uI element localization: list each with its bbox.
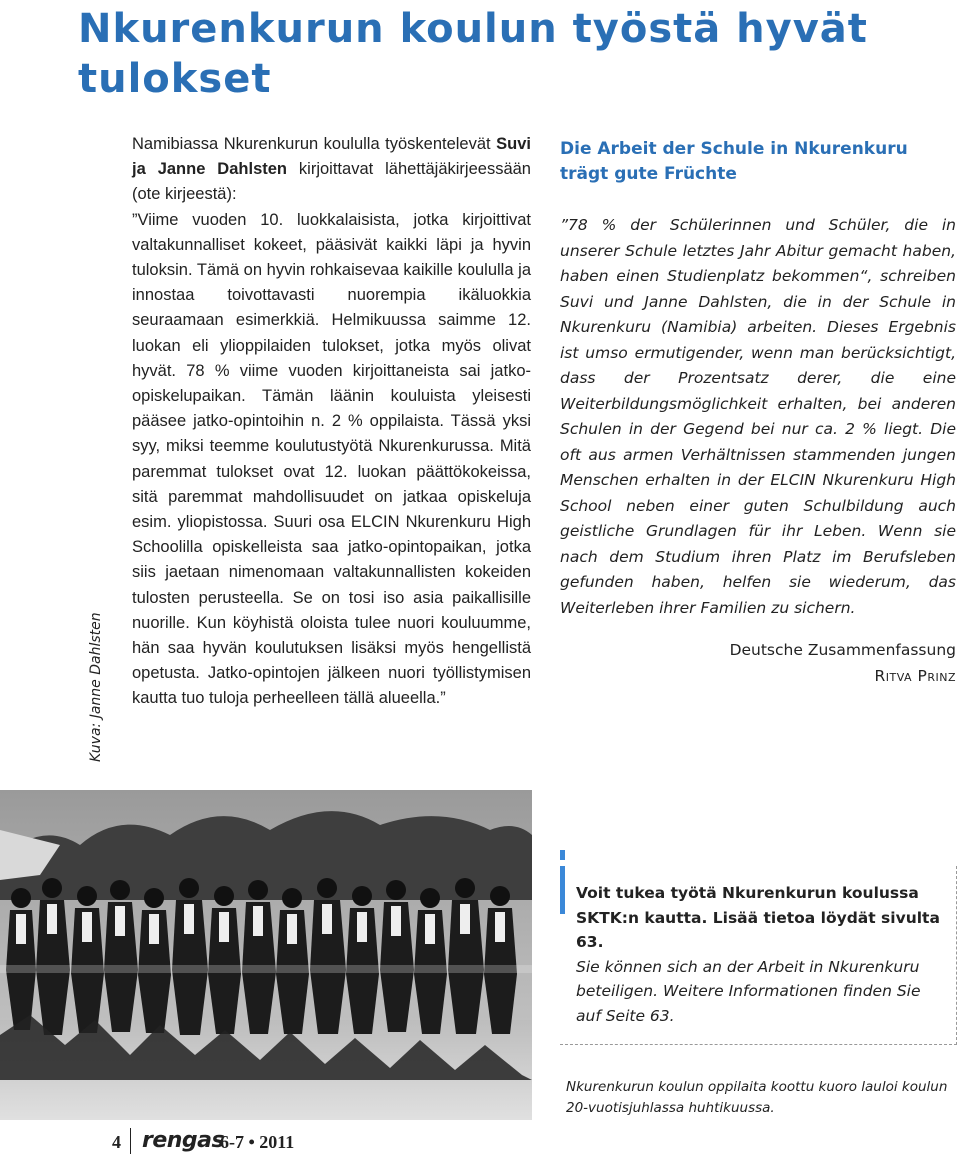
article-title: Nkurenkurun koulun työstä hyvät tulokset [78, 6, 868, 102]
intro-text-after: kirjoittavat lähettäjäkirjeessään (ote kirjeestä): [132, 160, 531, 204]
german-summary-heading: Die Arbeit der Schule in Nkurenkuru trägt gute Früchte [560, 139, 908, 184]
author-names: Suvi ja Janne Dahlsten [132, 135, 531, 179]
choir-photo-image [0, 790, 532, 1120]
info-box-text [576, 881, 940, 1028]
german-summary [560, 137, 956, 689]
info-box-german: Sie können sich an der Arbeit in Nkurenkuru beteiligen. Weitere Informationen finden Sie auf Seite 63. [576, 957, 921, 1025]
choir-photo [0, 790, 532, 1120]
photo-caption: Nkurenkurun koulun oppilaita koottu kuoro lauloi koulun 20-vuotisjuhlassa huhtikuussa. [566, 1079, 948, 1116]
magazine-logo: rengas [142, 1128, 225, 1153]
summary-author: Ritva Prinz [874, 667, 956, 685]
finnish-article-text [132, 132, 531, 712]
info-box-finnish: Voit tukea työtä Nkurenkurun koulussa SKTK:n kautta. Lisää tietoa löydät sivulta 63. [576, 884, 940, 951]
info-box [560, 866, 957, 1045]
footer-divider [130, 1128, 131, 1154]
letter-quote: ”Viime vuoden 10. luokkalaisista, jotka kirjoittivat valtakunnalliset kokeet, pääsivät kaikki läpi ja hyvin tuloksin. Tämä on hyvin rohkaisevaa kaikille koululla ja innostaa toivottavasti nuorempia ikäluokkia seuraamaan esimerkkiä. Helmikuussa saimme 12. luokan eli ylioppilaiden tulokset, jotka myös olivat hyvät. 78 % viime vuoden kirjoittaneista sai jatko-opiskelupaikan. Tämän läänin kouluista yleisesti pääsee jatko-opintoihin n. 2 % oppilaista. Tässä yksi syy, miksi teemme koulutustyötä Nkurenkurussa. Mitä paremmat tulokset ovat 12. luokan päättökokeissa, sitä paremmat mahdollisuudet on jatkaa opiskeluja esim. yliopistossa. Suuri osa ELCIN Nkurenkuru High Schoolilla opiskelleista saa jatko-opintopaikan, jotka siis jaetaan nimenomaan valtakunnallisten kokeiden tulosten perusteella. Se on tosi iso asia paikallisille nuorille. Kun köyhistä oloista tulee nuori kouluumme, hän saa hyvän koulutuksen lisäksi myös hengellistä opetusta. Jatko-opintojen jälkeen nuori työllistymisen kautta tuo tuloja perheelleen tällä alueella.” [132, 210, 531, 708]
german-summary-byline [560, 637, 956, 689]
photo-credit: Kuva: Janne Dahlsten [88, 612, 104, 762]
intro-text-before: Namibiassa Nkurenkurun koululla työskentelevät [132, 135, 497, 153]
german-summary-body: ”78 % der Schülerinnen und Schüler, die in unserer Schule letztes Jahr Abitur gemacht haben, haben einen Studienplatz bekommen“, schreiben Suvi und Janne Dahlsten, die in der Schule in Nkurenkuru (Namibia) arbeiten. Dieses Ergebnis ist umso ermutigender, wenn man berücksichtigt, dass der Prozentsatz derer, die eine Weiterbildungsmöglichkeit erhalten, bei anderen Schulen in der Gegend bei nur ca. 2 % liegt. Die oft aus armen Verhältnissen stammenden jungen Menschen erhalten in der ELCIN Nkurenkuru High School neben einer guten Schulbildung auch geistliche Grundlagen für ihr Leben. Wenn sie nach dem Studium ihren Platz im Berufsleben gefunden haben, helfen sie wiederum, das Weiterleben ihrer Familien zu sichern. [560, 216, 956, 617]
issue-number: 6-7 • 2011 [220, 1132, 295, 1152]
page-number: 4 [112, 1132, 121, 1152]
summary-label: Deutsche Zusammenfassung [729, 641, 956, 659]
